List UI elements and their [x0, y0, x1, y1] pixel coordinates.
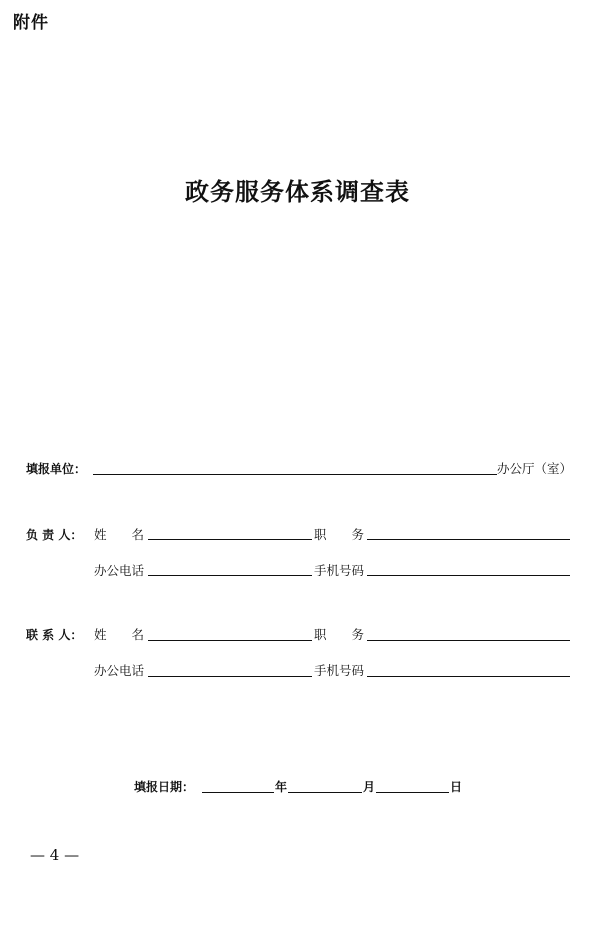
responsible-phone-line[interactable] [148, 575, 312, 576]
responsible-mobile-label: 手机号码 [314, 563, 365, 578]
contact-mobile-line[interactable] [367, 676, 570, 677]
responsible-position-label: 职 务 [314, 527, 365, 542]
contact-position-line[interactable] [367, 640, 570, 641]
date-month-label: 月 [363, 780, 376, 794]
responsible-name-label: 姓 名 [94, 527, 145, 542]
responsible-phone-label: 办公电话 [94, 563, 145, 578]
contact-position-label: 职 务 [314, 627, 365, 642]
responsible-name-line[interactable] [148, 539, 312, 540]
page-number: — 4 — [30, 846, 80, 864]
attachment-label: 附件 [13, 13, 49, 33]
unit-suffix: 办公厅（室） [497, 461, 573, 476]
date-year-label: 年 [275, 780, 288, 794]
date-day-line[interactable] [376, 792, 449, 793]
contact-label: 联 系 人： [26, 628, 83, 642]
unit-input-line[interactable] [93, 474, 497, 475]
contact-phone-label: 办公电话 [94, 663, 145, 678]
contact-name-label: 姓 名 [94, 627, 145, 642]
date-year-line[interactable] [202, 792, 274, 793]
contact-name-line[interactable] [148, 640, 312, 641]
contact-phone-line[interactable] [148, 676, 312, 677]
date-month-line[interactable] [288, 792, 362, 793]
date-label: 填报日期： [134, 780, 195, 794]
contact-mobile-label: 手机号码 [314, 663, 365, 678]
responsible-position-line[interactable] [367, 539, 570, 540]
unit-label: 填报单位： [26, 462, 87, 476]
form-title: 政务服务体系调查表 [185, 177, 410, 206]
responsible-mobile-line[interactable] [367, 575, 570, 576]
date-day-label: 日 [450, 780, 463, 794]
responsible-label: 负 责 人： [26, 528, 83, 542]
